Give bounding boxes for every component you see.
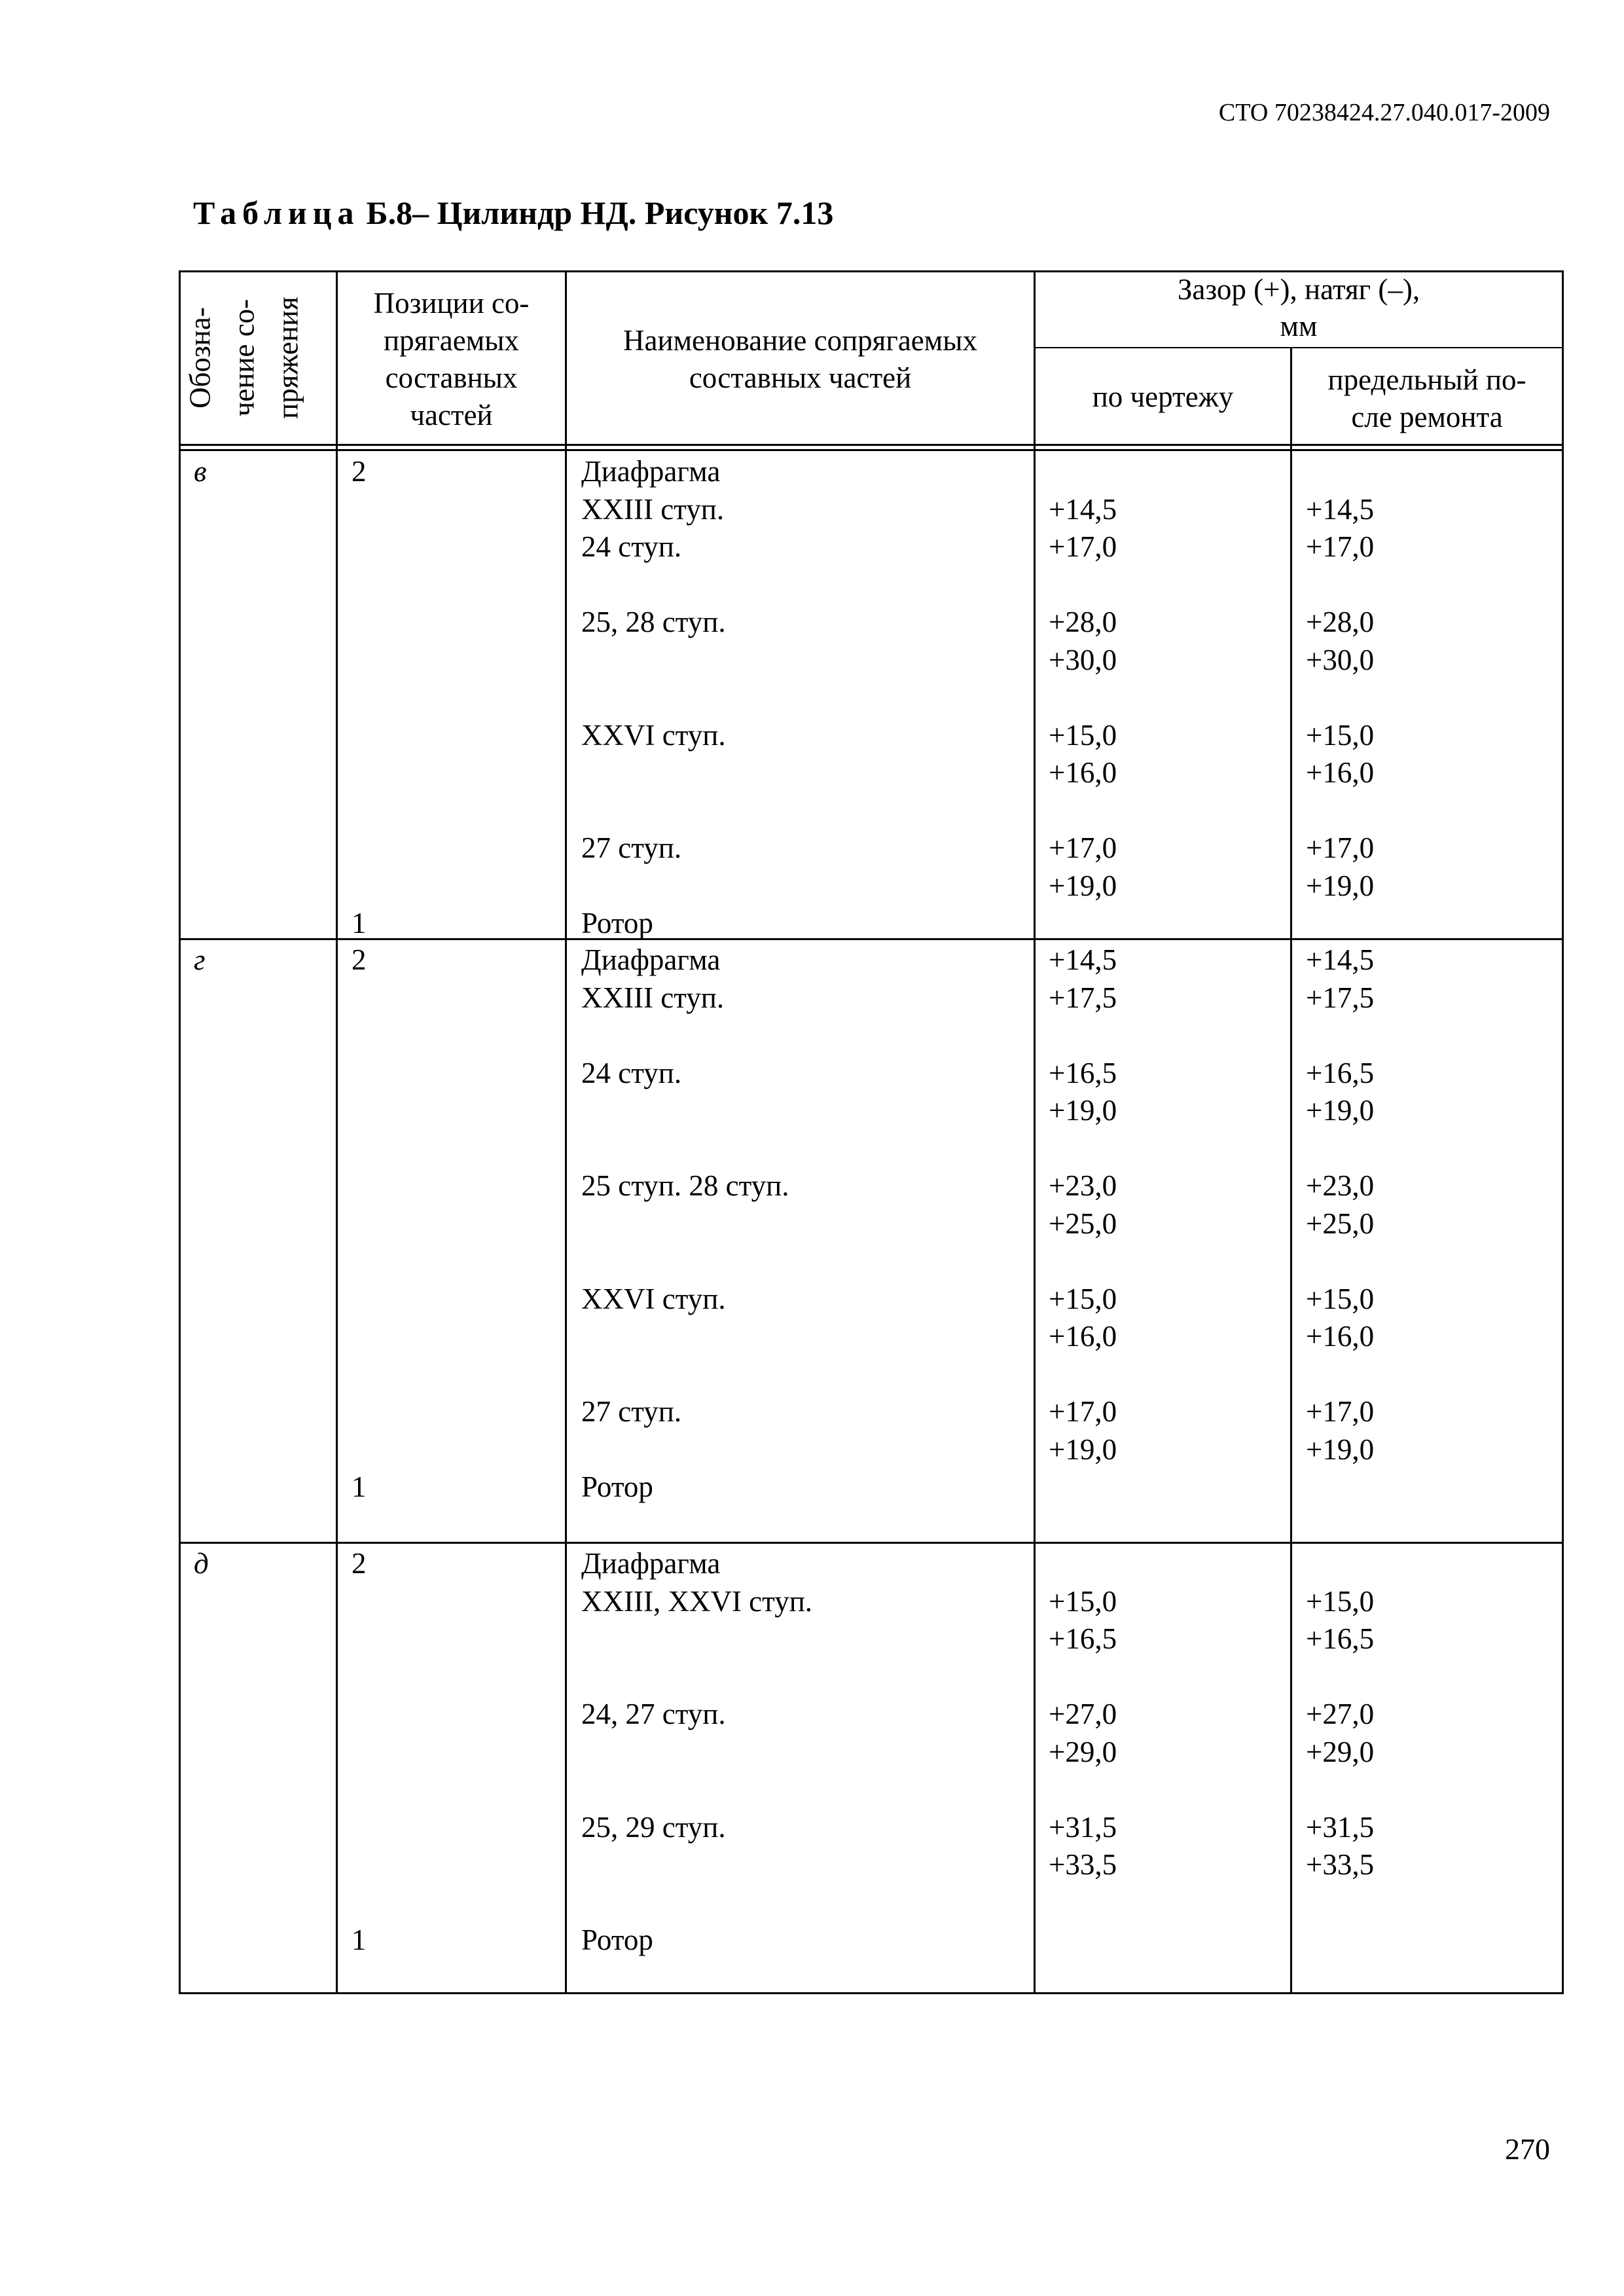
table-left-border	[179, 270, 181, 1994]
limit-clearance-cell: +28,0	[1306, 606, 1375, 638]
group-divider	[179, 1542, 1564, 1544]
table-right-border	[1562, 270, 1564, 1994]
header-name	[567, 322, 1034, 397]
limit-clearance-cell: +29,0	[1306, 1735, 1375, 1768]
header-designation-line: пряжения	[271, 297, 304, 419]
drawing-clearance-cell: +19,0	[1049, 869, 1117, 902]
limit-clearance-cell: +16,5	[1306, 1622, 1375, 1655]
drawing-clearance-cell: +15,0	[1049, 1584, 1117, 1618]
column-divider	[565, 270, 567, 1994]
drawing-clearance-cell: +17,0	[1049, 1395, 1117, 1428]
header-clearance	[1036, 271, 1562, 344]
position-cell: 1	[352, 1923, 367, 1956]
header-limit	[1292, 361, 1562, 436]
part-name-cell: Диафрагма	[581, 1547, 721, 1580]
drawing-clearance-cell: +16,0	[1049, 1320, 1117, 1353]
drawing-clearance-cell: +16,5	[1049, 1622, 1117, 1655]
part-name-cell: XXIII ступ.	[581, 492, 725, 526]
part-name-cell: 25, 28 ступ.	[581, 606, 726, 638]
header-positions-line: частей	[410, 399, 493, 431]
limit-clearance-cell: +14,5	[1306, 492, 1375, 526]
header-drawing: по чертежу	[1092, 380, 1234, 413]
column-divider	[336, 270, 338, 1994]
drawing-clearance-cell: +33,5	[1049, 1848, 1117, 1881]
limit-clearance-cell: +19,0	[1306, 1094, 1375, 1127]
part-name-cell: XXIII, XXVI ступ.	[581, 1584, 813, 1618]
part-name-cell: 25, 29 ступ.	[581, 1810, 726, 1844]
position-cell: 2	[352, 943, 367, 976]
drawing-clearance-cell: +15,0	[1049, 718, 1117, 752]
part-name-cell: 27 ступ.	[581, 831, 682, 864]
limit-clearance-cell: +16,5	[1306, 1056, 1375, 1089]
drawing-clearance-cell: +17,5	[1049, 981, 1117, 1014]
designation-cell: в	[194, 455, 207, 488]
limit-clearance-cell: +17,0	[1306, 1395, 1375, 1428]
part-name-cell: Ротор	[581, 907, 653, 939]
part-name-cell: Диафрагма	[581, 455, 721, 488]
table-title-label: Таблица	[193, 194, 360, 231]
part-name-cell: XXIII ступ.	[581, 981, 725, 1014]
position-cell: 1	[352, 907, 367, 939]
drawing-clearance-cell: +31,5	[1049, 1810, 1117, 1844]
drawing-clearance-cell: +29,0	[1049, 1735, 1117, 1768]
limit-clearance-cell: +14,5	[1306, 943, 1375, 976]
part-name-cell: 27 ступ.	[581, 1395, 682, 1428]
designation-cell: д	[194, 1547, 209, 1580]
header-positions-line: Позиции со-	[373, 287, 530, 319]
position-cell: 2	[352, 1547, 367, 1580]
limit-clearance-cell: +31,5	[1306, 1810, 1375, 1844]
part-name-cell: Ротор	[581, 1470, 653, 1503]
header-limit-line: предельный по-	[1327, 363, 1526, 396]
header-positions-line: прягаемых	[384, 324, 519, 357]
limit-clearance-cell: +33,5	[1306, 1848, 1375, 1881]
header-separator-top	[179, 444, 1564, 446]
part-name-cell: 24 ступ.	[581, 530, 682, 563]
drawing-clearance-cell: +16,0	[1049, 756, 1117, 789]
header-name-line: составных частей	[689, 361, 912, 394]
drawing-clearance-cell: +28,0	[1049, 606, 1117, 638]
drawing-clearance-cell: +17,0	[1049, 831, 1117, 864]
drawing-clearance-cell: +19,0	[1049, 1432, 1117, 1466]
limit-clearance-cell: +17,0	[1306, 530, 1375, 563]
header-separator-bottom	[179, 449, 1564, 451]
position-cell: 2	[352, 455, 367, 488]
part-name-cell: Диафрагма	[581, 943, 721, 976]
limit-clearance-cell: +19,0	[1306, 1432, 1375, 1466]
drawing-clearance-cell: +25,0	[1049, 1207, 1117, 1240]
part-name-cell: Ротор	[581, 1923, 653, 1956]
column-divider	[1290, 347, 1292, 1994]
limit-clearance-cell: +17,0	[1306, 831, 1375, 864]
limit-clearance-cell: +15,0	[1306, 718, 1375, 752]
header-positions-line: составных	[385, 361, 518, 394]
limit-clearance-cell: +23,0	[1306, 1169, 1375, 1202]
drawing-clearance-cell: +19,0	[1049, 1094, 1117, 1127]
header-clearance-unit: мм	[1280, 310, 1318, 342]
limit-clearance-cell: +15,0	[1306, 1584, 1375, 1618]
page-number: 270	[1505, 2132, 1550, 2166]
drawing-clearance-cell: +23,0	[1049, 1169, 1117, 1202]
column-divider	[1034, 270, 1036, 1994]
header-designation-line: Обозна-	[183, 307, 217, 409]
group-divider	[179, 938, 1564, 940]
designation-cell: г	[194, 943, 206, 976]
drawing-clearance-cell: +15,0	[1049, 1282, 1117, 1315]
drawing-clearance-cell: +17,0	[1049, 530, 1117, 563]
position-cell: 1	[352, 1470, 367, 1503]
part-name-cell: 24 ступ.	[581, 1056, 682, 1089]
part-name-cell: XXVI ступ.	[581, 718, 726, 752]
part-name-cell: 25 ступ. 28 ступ.	[581, 1169, 789, 1202]
limit-clearance-cell: +16,0	[1306, 756, 1375, 789]
drawing-clearance-cell: +30,0	[1049, 643, 1117, 676]
limit-clearance-cell: +15,0	[1306, 1282, 1375, 1315]
limit-clearance-cell: +19,0	[1306, 869, 1375, 902]
part-name-cell: 24, 27 ступ.	[581, 1698, 726, 1730]
drawing-clearance-cell: +27,0	[1049, 1698, 1117, 1730]
limit-clearance-cell: +30,0	[1306, 643, 1375, 676]
header-name-line: Наименование сопрягаемых	[623, 324, 977, 357]
limit-clearance-cell: +27,0	[1306, 1698, 1375, 1730]
drawing-clearance-cell: +16,5	[1049, 1056, 1117, 1089]
header-positions	[338, 285, 565, 434]
limit-clearance-cell: +25,0	[1306, 1207, 1375, 1240]
drawing-clearance-cell: +14,5	[1049, 492, 1117, 526]
table-title-text: Б.8– Цилиндр НД. Рисунок 7.13	[366, 194, 834, 231]
limit-clearance-cell: +16,0	[1306, 1320, 1375, 1353]
limit-clearance-cell: +17,5	[1306, 981, 1375, 1014]
drawing-clearance-cell: +14,5	[1049, 943, 1117, 976]
part-name-cell: XXVI ступ.	[581, 1282, 726, 1315]
clearance-divider	[1036, 347, 1564, 348]
header-limit-line: сле ремонта	[1351, 401, 1503, 433]
header-clearance-line: Зазор (+), натяг (–),	[1177, 273, 1420, 306]
table-bottom-border	[179, 1992, 1564, 1994]
document-code: СТО 70238424.27.040.017-2009	[1218, 99, 1550, 126]
header-designation-line: чение со-	[227, 299, 261, 417]
